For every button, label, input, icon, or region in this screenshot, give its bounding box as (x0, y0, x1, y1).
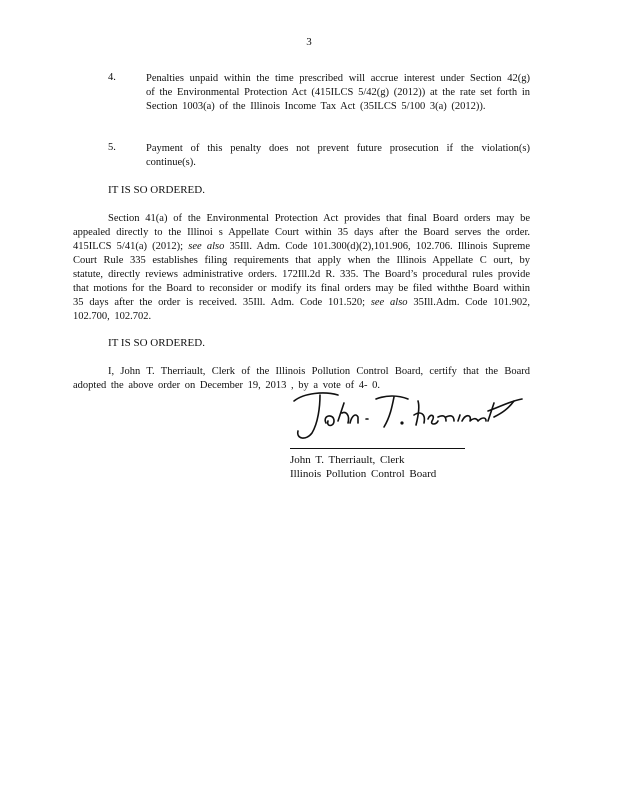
see-also-2: see also (370, 297, 408, 308)
so-ordered-heading-2: IT IS SO ORDERED. (108, 337, 205, 349)
appeal-text-2: 35Ill. Adm. Code 101.300(d)(2),101.906, 102.706. Illinois Supreme Court Rule 335 establishes filing requirements that apply when the Illinois Appellate C ourt, by statute, directly reviews administrative orders. 172Ill.2d R. 335. The Board’s procedural rules provide that motions for the Board to reconsider or modify its final orders may be filed withthe Board within 35 days after the order is received. 35Ill. Adm. Code 101.520; (73, 241, 530, 308)
signer-name-title: John T. Therriault, Clerk (290, 454, 405, 466)
see-also-1: see also (188, 241, 225, 252)
appeal-text-3: 35Ill.Adm. Code 101.902, 102.700, 102.702. (73, 297, 530, 322)
certification-text: I, John T. Therriault, Clerk of the Illinois Pollution Control Board, certify that the Board adopted the above order on December 19, 2013 , by a vote of 4- 0. (73, 366, 530, 391)
item-4-number: 4. (108, 72, 116, 83)
signer-organization: Illinois Pollution Control Board (290, 468, 437, 480)
item-4-text: Penalties unpaid within the time prescribed will accrue interest under Section 42(g) of the Environmental Protection Act (415ILCS 5/42(g) (2012)) at the rate set forth in Section 1003(a) of the Illinois Income Tax Act (35ILCS 5/100 3(a) (2012)). (146, 73, 530, 112)
item-5-text: Payment of this penalty does not prevent future prosecution if the violation(s) continue(s). (146, 143, 530, 168)
so-ordered-heading-1: IT IS SO ORDERED. (108, 184, 205, 196)
signature-line (290, 448, 465, 449)
item-5-number: 5. (108, 142, 116, 153)
handwritten-signature (290, 387, 530, 447)
appeal-text-1: Section 41(a) of the Environmental Protection Act provides that final Board orders may be appealed directly to the Illinoi s Appellate Court within 35 days after the Board serves the order. 415ILCS 5/41(a) (2012); (73, 213, 530, 252)
appeal-rights-paragraph (73, 212, 530, 324)
page-number: 3 (306, 36, 312, 48)
